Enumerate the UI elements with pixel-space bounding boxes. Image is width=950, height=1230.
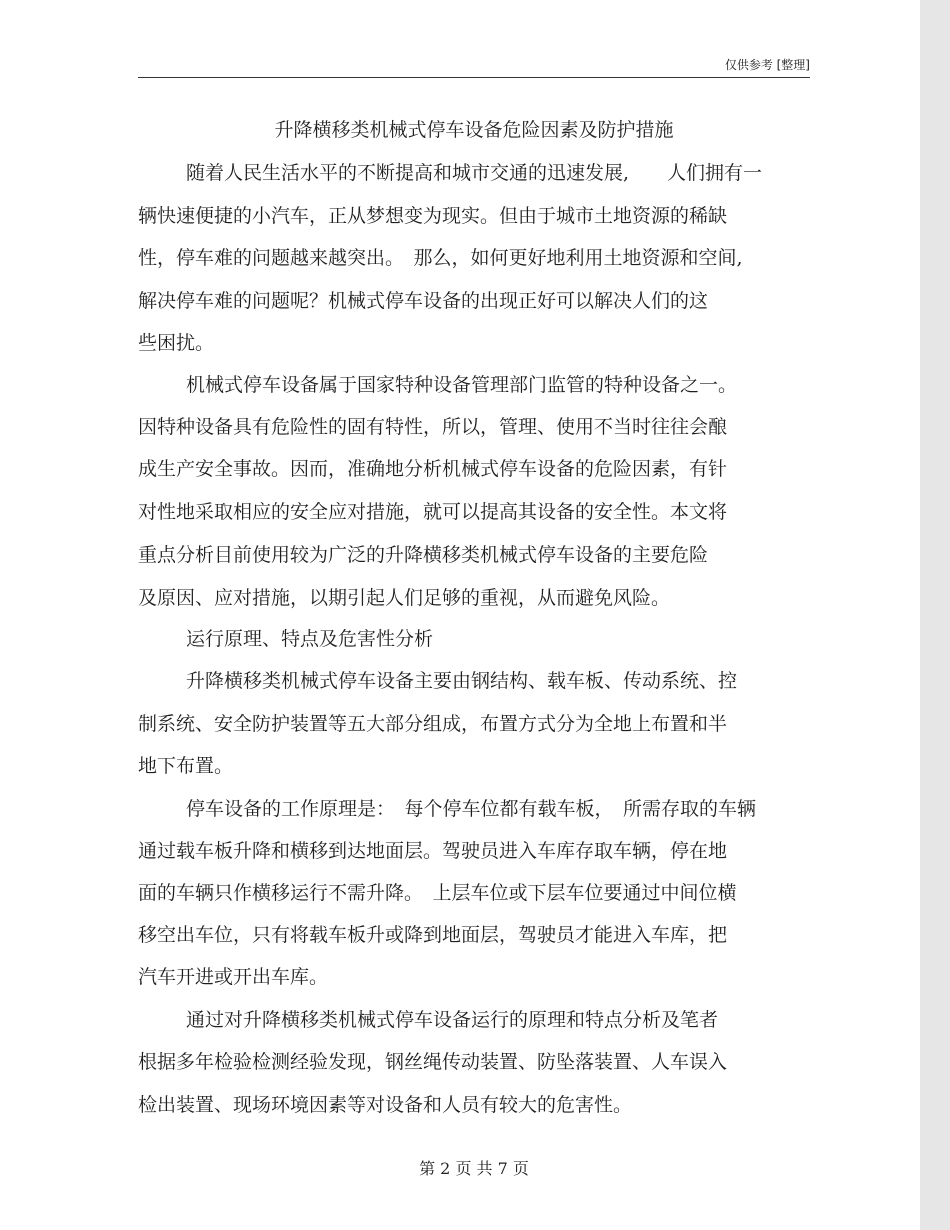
body-line: 通过对升降横移类机械式停车设备运行的原理和特点分析及笔者 [186, 1009, 719, 1031]
body-line: 升降横移类机械式停车设备主要由钢结构、载车板、传动系统、控 [186, 670, 738, 692]
body-line: 因特种设备具有危险性的固有特性，所以，管理、使用不当时往往会酿 [138, 416, 728, 438]
header-note: 仅供参考 [整理] [724, 58, 810, 72]
body-line: 重点分析目前使用较为广泛的升降横移类机械式停车设备的主要危险 [138, 544, 709, 566]
section-heading: 运行原理、特点及危害性分析 [186, 628, 434, 650]
body-line: 解决停车难的问题呢？机械式停车设备的出现正好可以解决人们的这 [138, 290, 709, 312]
body-line: 对性地采取相应的安全应对措施，就可以提高其设备的安全性。本文将 [138, 501, 728, 523]
page-number: 第 2 页 共 7 页 [419, 1159, 529, 1178]
body-line: 及原因、应对措施，以期引起人们足够的重视，从而避免风险。 [138, 587, 671, 609]
body-line: 地下布置。 [138, 755, 234, 777]
body-line: 移空出车位，只有将载车板升或降到地面层，驾驶员才能进入车库，把 [138, 924, 728, 946]
body-line: 性，停车难的问题越来越突出。 那么，如何更好地利用土地资源和空间, [138, 247, 743, 269]
body-line: 根据多年检验检测经验发现，钢丝绳传动装置、防坠落装置、人车误入 [138, 1051, 728, 1073]
body-line: 汽车开进或开出车库。 [138, 966, 329, 988]
document-title: 升降横移类机械式停车设备危险因素及防护措施 [274, 119, 674, 141]
body-line: 机械式停车设备属于国家特种设备管理部门监管的特种设备之一。 [186, 374, 738, 396]
body-line: 制系统、安全防护装置等五大部分组成，布置方式分为全地上布置和半 [138, 713, 728, 735]
body-line: 停车设备的工作原理是： 每个停车位都有载车板， 所需存取的车辆 [186, 798, 757, 820]
body-line: 通过载车板升降和横移到达地面层。驾驶员进入车库存取车辆，停在地 [138, 840, 728, 862]
body-line: 成生产安全事故。因而，准确地分析机械式停车设备的危险因素，有针 [138, 458, 728, 480]
body-line: 检出装置、现场环境因素等对设备和人员有较大的危害性。 [138, 1094, 633, 1116]
header-rule [138, 77, 810, 78]
body-line: 些困扰。 [138, 332, 215, 354]
body-line: 随着人民生活水平的不断提高和城市交通的迅速发展, 人们拥有一 [186, 162, 763, 184]
body-line: 面的车辆只作横移运行不需升降。 上层车位或下层车位要通过中间位横 [138, 882, 737, 904]
body-line: 辆快速便捷的小汽车，正从梦想变为现实。但由于城市土地资源的稀缺 [138, 205, 728, 227]
